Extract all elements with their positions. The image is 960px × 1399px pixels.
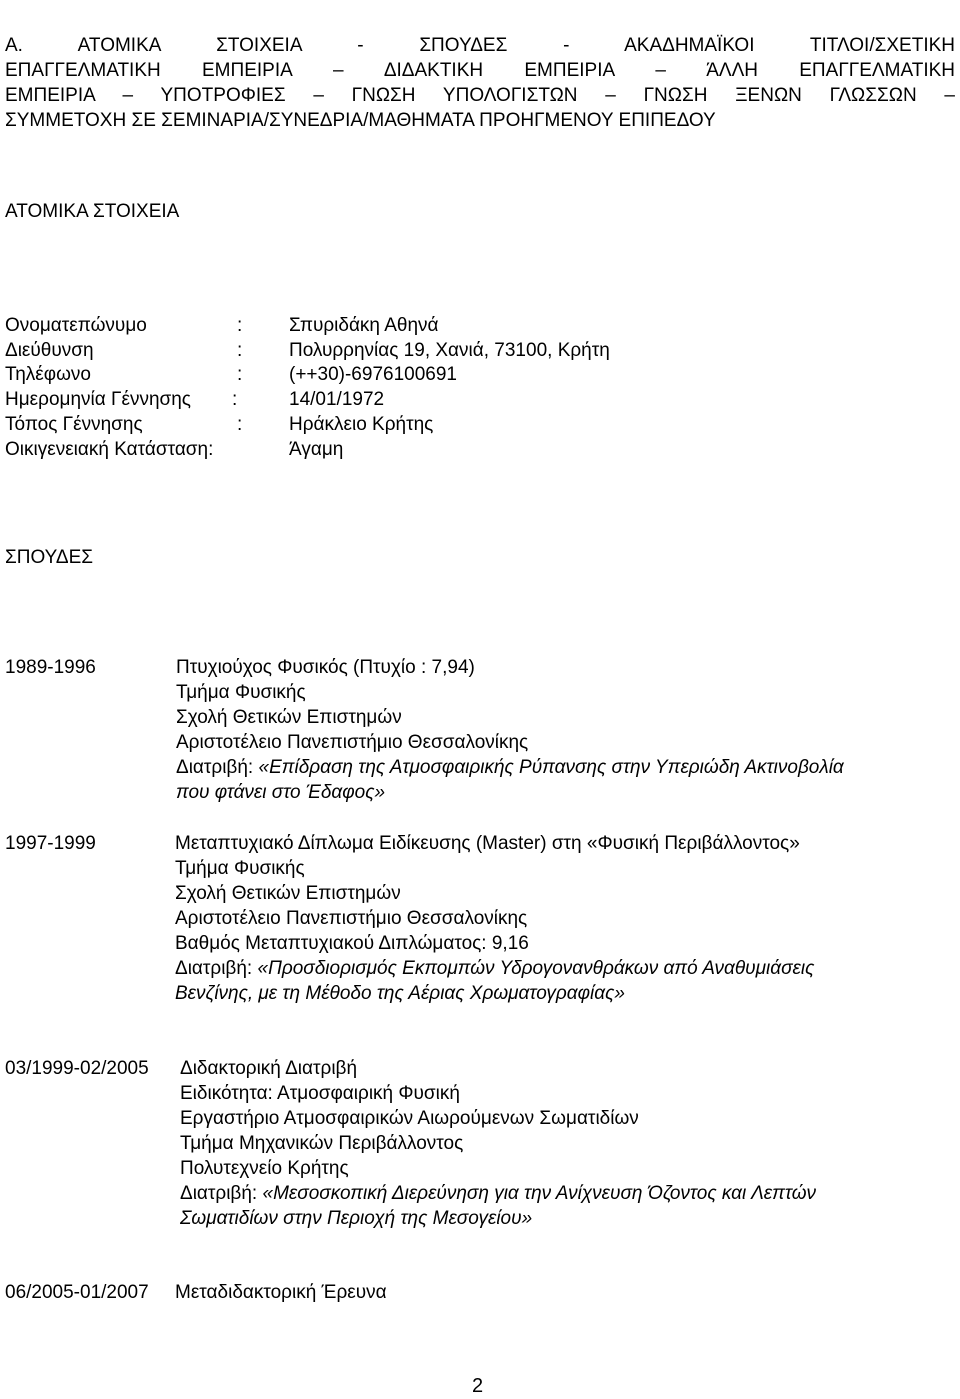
thesis-title: Βενζίνης, με τη Μέθοδο της Αέριας Χρωματογραφίας»: [175, 983, 625, 1004]
entry-line: Μεταδιδακτορική Έρευνα: [175, 1282, 387, 1303]
info-label: Ονοματεπώνυμο: [5, 315, 147, 336]
entry-line: Αριστοτέλειο Πανεπιστήμιο Θεσσαλονίκης: [175, 908, 528, 929]
entry-line: Σχολή Θετικών Επιστημών: [176, 707, 402, 728]
entry-date: 03/1999-02/2005: [5, 1058, 149, 1079]
info-value: Σπυριδάκη Αθηνά: [289, 315, 439, 336]
entry-line: Μεταπτυχιακό Δίπλωμα Ειδίκευσης (Master) στη «Φυσική Περιβάλλοντος»: [175, 833, 800, 854]
info-label: Τόπος Γέννησης: [5, 414, 143, 435]
entry-line: Βαθμός Μεταπτυχιακού Διπλώματος: 9,16: [175, 933, 529, 954]
thesis-title: «Προσδιορισμός Εκπομπών Υδρογονανθράκων από Αναθυμιάσεις: [257, 958, 815, 979]
info-label: Ημερομηνία Γέννησης: [5, 389, 191, 410]
thesis-label: Διατριβή:: [175, 958, 258, 979]
thesis-line: [180, 1181, 816, 1206]
entry-details: [175, 1280, 387, 1305]
thesis-title: Σωματιδίων στην Περιοχή της Μεσογείου»: [180, 1208, 533, 1229]
entry-date: 1989-1996: [5, 657, 96, 678]
thesis-line: [176, 755, 844, 780]
info-value: (++30)-6976100691: [289, 364, 457, 385]
thesis-title: «Μεσοσκοπική Διερεύνηση για την Ανίχνευση Όζοντος και Λεπτών: [262, 1183, 816, 1204]
entry-line: Τμήμα Μηχανικών Περιβάλλοντος: [180, 1133, 464, 1154]
info-value: Ηράκλειο Κρήτης: [289, 414, 434, 435]
entry-date: 06/2005-01/2007: [5, 1282, 149, 1303]
heading-line: ΣΥΜΜΕΤΟΧΗ ΣΕ ΣΕΜΙΝΑΡΙΑ/ΣΥΝΕΔΡΙΑ/ΜΑΘΗΜΑΤΑ ΠΡΟΗΓΜΕΝΟΥ ΕΠΙΠΕΔΟΥ: [5, 110, 716, 131]
thesis-label: Διατριβή:: [176, 757, 259, 778]
entry-line: Πτυχιούχος Φυσικός (Πτυχίο : 7,94): [176, 657, 475, 678]
entry-details: [176, 655, 844, 805]
info-colon: :: [237, 340, 243, 361]
info-colon: :: [232, 389, 238, 410]
info-value: Πολυρρηνίας 19, Χανιά, 73100, Κρήτη: [289, 340, 610, 361]
info-colon: :: [237, 364, 243, 385]
entry-line: Αριστοτέλειο Πανεπιστήμιο Θεσσαλονίκης: [176, 732, 529, 753]
main-heading: [5, 33, 955, 133]
heading-line: ΕΠΑΓΓΕΛΜΑΤΙΚΗ ΕΜΠΕΙΡΙΑ – ΔΙΔΑΚΤΙΚΗ ΕΜΠΕΙΡΙΑ – ΆΛΛΗ ΕΠΑΓΓΕΛΜΑΤΙΚΗ: [5, 60, 955, 81]
personal-section-title: ΑΤΟΜΙΚΑ ΣΤΟΙΧΕΙΑ: [5, 201, 180, 222]
entry-details: [175, 831, 814, 1006]
thesis-line: [175, 956, 814, 981]
info-value: 14/01/1972: [289, 389, 385, 410]
info-label: Τηλέφωνο: [5, 364, 91, 385]
entry-line: Σχολή Θετικών Επιστημών: [175, 883, 401, 904]
info-value: Άγαμη: [289, 439, 344, 460]
entry-line: Πολυτεχνείο Κρήτης: [180, 1158, 349, 1179]
thesis-label: Διατριβή:: [180, 1183, 263, 1204]
entry-line: Τμήμα Φυσικής: [175, 858, 305, 879]
entry-date: 1997-1999: [5, 833, 96, 854]
thesis-title: «Επίδραση της Ατμοσφαιρικής Ρύπανσης στην Υπεριώδη Ακτινοβολία: [258, 757, 844, 778]
info-colon: :: [237, 315, 243, 336]
entry-line: Εργαστήριο Ατμοσφαιρικών Αιωρούμενων Σωματιδίων: [180, 1108, 639, 1129]
thesis-title: που φτάνει στο Έδαφος»: [176, 782, 386, 803]
info-label: Οικιγενειακή Κατάσταση:: [5, 439, 214, 460]
page-number: 2: [472, 1375, 484, 1397]
heading-line: Α. ΑΤΟΜΙΚΑ ΣΤΟΙΧΕΙΑ - ΣΠΟΥΔΕΣ - ΑΚΑΔΗΜΑΪΚΟΙ ΤΙΤΛΟΙ/ΣΧΕΤΙΚΗ: [5, 35, 955, 56]
info-colon: :: [237, 414, 243, 435]
entry-line: Διδακτορική Διατριβή: [180, 1058, 358, 1079]
heading-line: ΕΜΠΕΙΡΙΑ – ΥΠΟΤΡΟΦΙΕΣ – ΓΝΩΣΗ ΥΠΟΛΟΓΙΣΤΩΝ – ΓΝΩΣΗ ΞΕΝΩΝ ΓΛΩΣΣΩΝ –: [5, 85, 955, 106]
entry-details: [180, 1056, 816, 1231]
studies-section-title: ΣΠΟΥΔΕΣ: [5, 547, 94, 568]
entry-line: Ειδικότητα: Ατμοσφαιρική Φυσική: [180, 1083, 460, 1104]
entry-line: Τμήμα Φυσικής: [176, 682, 306, 703]
info-label: Διεύθυνση: [5, 340, 94, 361]
